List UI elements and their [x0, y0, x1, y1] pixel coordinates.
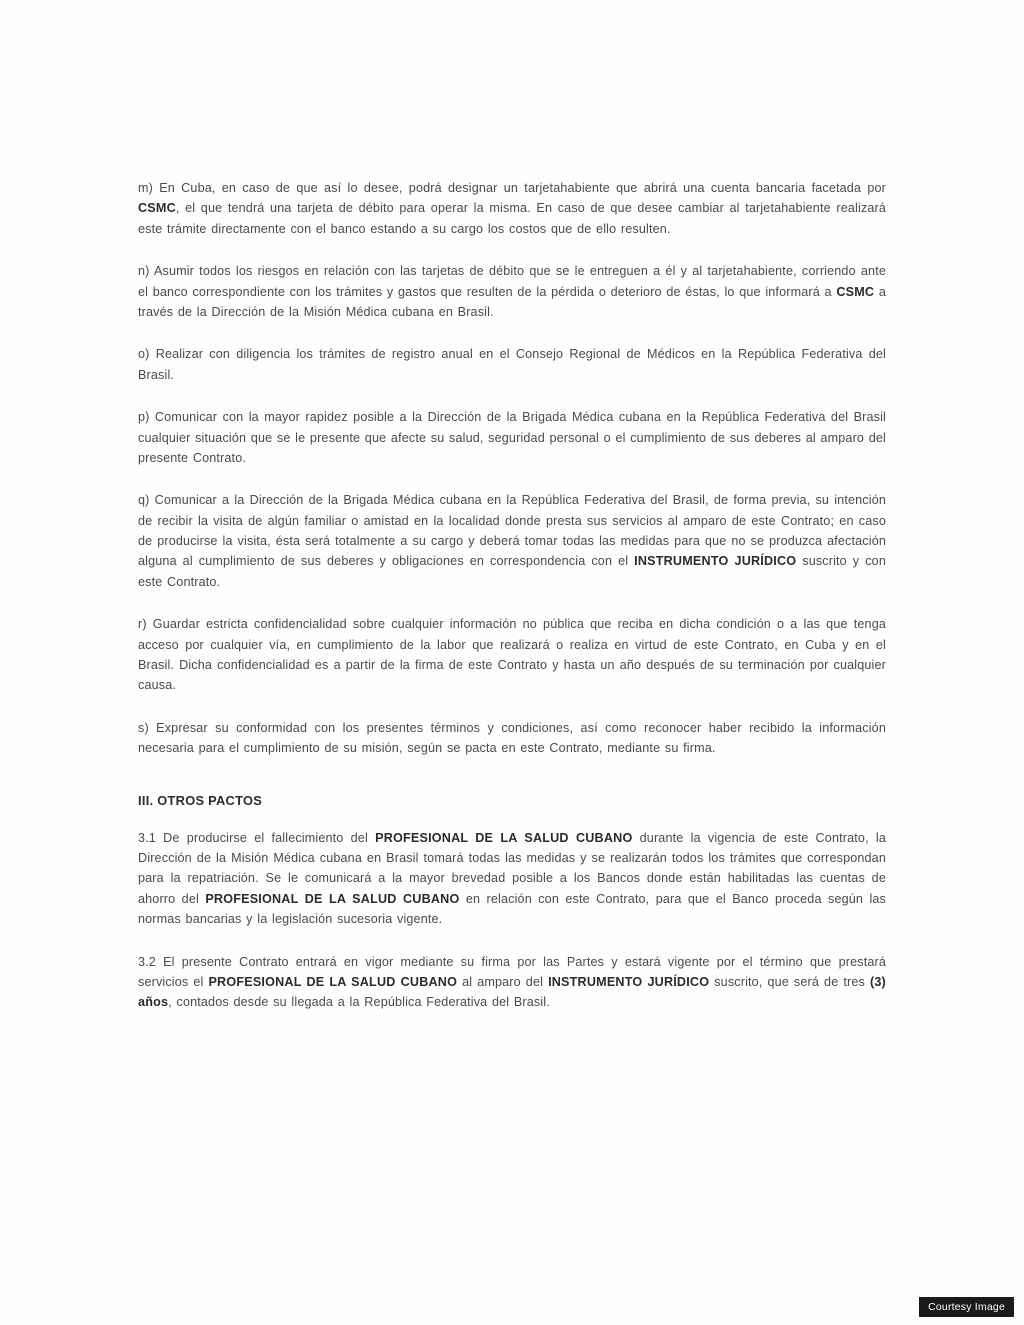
paragraph-clause-r: [138, 614, 886, 696]
text-run: n) Asumir todos los riesgos en relación con las tarjetas de débito que se le entreguen a él y al tarjetahabiente, corriendo ante el banco correspondiente con los trámites y gastos que resulten de la pérdida o deterioro de éstas, lo que informará a: [138, 264, 886, 299]
section-heading: III. OTROS PACTOS: [138, 792, 263, 808]
emphasized-term: PROFESIONAL DE LA SALUD CUBANO: [375, 830, 633, 845]
paragraph-clause-q: [138, 490, 886, 592]
paragraph-clause-p: [138, 407, 886, 468]
emphasized-term: INSTRUMENTO JURÍDICO: [548, 974, 710, 989]
text-run: 3.2 El presente Contrato entrará en vigor mediante su firma por las Partes y estará vigente por el término que prestará servicios el: [138, 954, 886, 989]
text-run: al amparo del: [457, 974, 549, 989]
paragraph-clause-n: [138, 261, 886, 322]
text-run: 3.1 De producirse el fallecimiento del: [138, 830, 376, 845]
text-run: o) Realizar con diligencia los trámites de registro anual en el Consejo Regional de Médicos en la República Federativa del Brasil.: [138, 347, 886, 382]
text-run: m) En Cuba, en caso de que así lo desee, podrá designar un tarjetahabiente que abrirá una cuenta bancaria facetada por: [138, 181, 886, 195]
clause-list: [138, 178, 886, 759]
text-run: , contados desde su llegada a la República Federativa del Brasil.: [168, 995, 550, 1010]
text-run: p) Comunicar con la mayor rapidez posible a la Dirección de la Brigada Médica cubana en la República Federativa del Brasil cualquier situación que se le presente que afecte su salud, seguridad personal o el cumplimiento de sus deberes al amparo del presente Contrato.: [138, 410, 886, 465]
emphasized-term: PROFESIONAL DE LA SALUD CUBANO: [205, 891, 460, 906]
section-clause-list: [138, 828, 886, 1013]
emphasized-term: (3) años: [138, 974, 886, 1010]
courtesy-image-watermark: Courtesy Image: [919, 1297, 1014, 1318]
emphasized-term: CSMC: [836, 284, 875, 299]
paragraph-clause-m: [138, 178, 886, 239]
emphasized-term: PROFESIONAL DE LA SALUD CUBANO: [208, 974, 458, 989]
emphasized-term: CSMC: [138, 201, 176, 216]
text-run: suscrito, que será de tres: [709, 974, 870, 989]
paragraph-clause-3-2: [138, 952, 886, 1013]
text-run: q) Comunicar a la Dirección de la Brigada Médica cubana en la República Federativa del Brasil, de forma previa, su intención de recibir la visita de algún familiar o amistad en la localidad donde presta sus servicios al amparo de este Contrato; en caso de producirse la visita, ésta será totalmente a su cargo y deberá tomar todas las medidas para que no se produzca afectación alguna al cumplimiento de sus deberes y obligaciones en correspondencia con el: [138, 493, 886, 569]
paragraph-clause-o: [138, 344, 886, 385]
text-run: durante la vigencia de este Contrato, la Dirección de la Misión Médica cubana en Brasil tomará todas las medidas y se realizarán todos los trámites que correspondan para la repatriación. Se le comunicará a la mayor brevedad posible a los Bancos donde están habilitadas las cuentas de ahorro del: [138, 830, 887, 906]
text-run: , el que tendrá una tarjeta de débito para operar la misma. En caso de que desee cambiar al tarjetahabiente realizará este trámite directamente con el banco estando a su cargo los costos que de ello resulten.: [138, 201, 886, 236]
text-run: r) Guardar estricta confidencialidad sobre cualquier información no pública que reciba en dicha condición o a las que tenga acceso por cualquier vía, en cumplimiento de la labor que realizará o realiza en virtud de este Contrato, en Cuba y en el Brasil. Dicha confidencialidad es a partir de la firma de este Contrato y hasta un año después de su terminación por cualquier causa.: [138, 617, 886, 693]
text-run: s) Expresar su conformidad con los presentes términos y condiciones, así como reconocer haber recibido la información necesaria para el cumplimiento de su misión, según se pacta en este Contrato, mediante su firma.: [138, 720, 886, 756]
paragraph-clause-s: [138, 718, 886, 759]
text-run: suscrito y con este Contrato.: [138, 554, 886, 589]
paragraph-clause-3-1: [138, 828, 886, 930]
text-run: a través de la Dirección de la Misión Médica cubana en Brasil.: [138, 284, 887, 319]
text-run: en relación con este Contrato, para que el Banco proceda según las normas bancarias y la legislación sucesoria vigente.: [138, 891, 886, 927]
emphasized-term: INSTRUMENTO JURÍDICO: [634, 554, 797, 569]
document-text-body: [138, 178, 886, 1035]
